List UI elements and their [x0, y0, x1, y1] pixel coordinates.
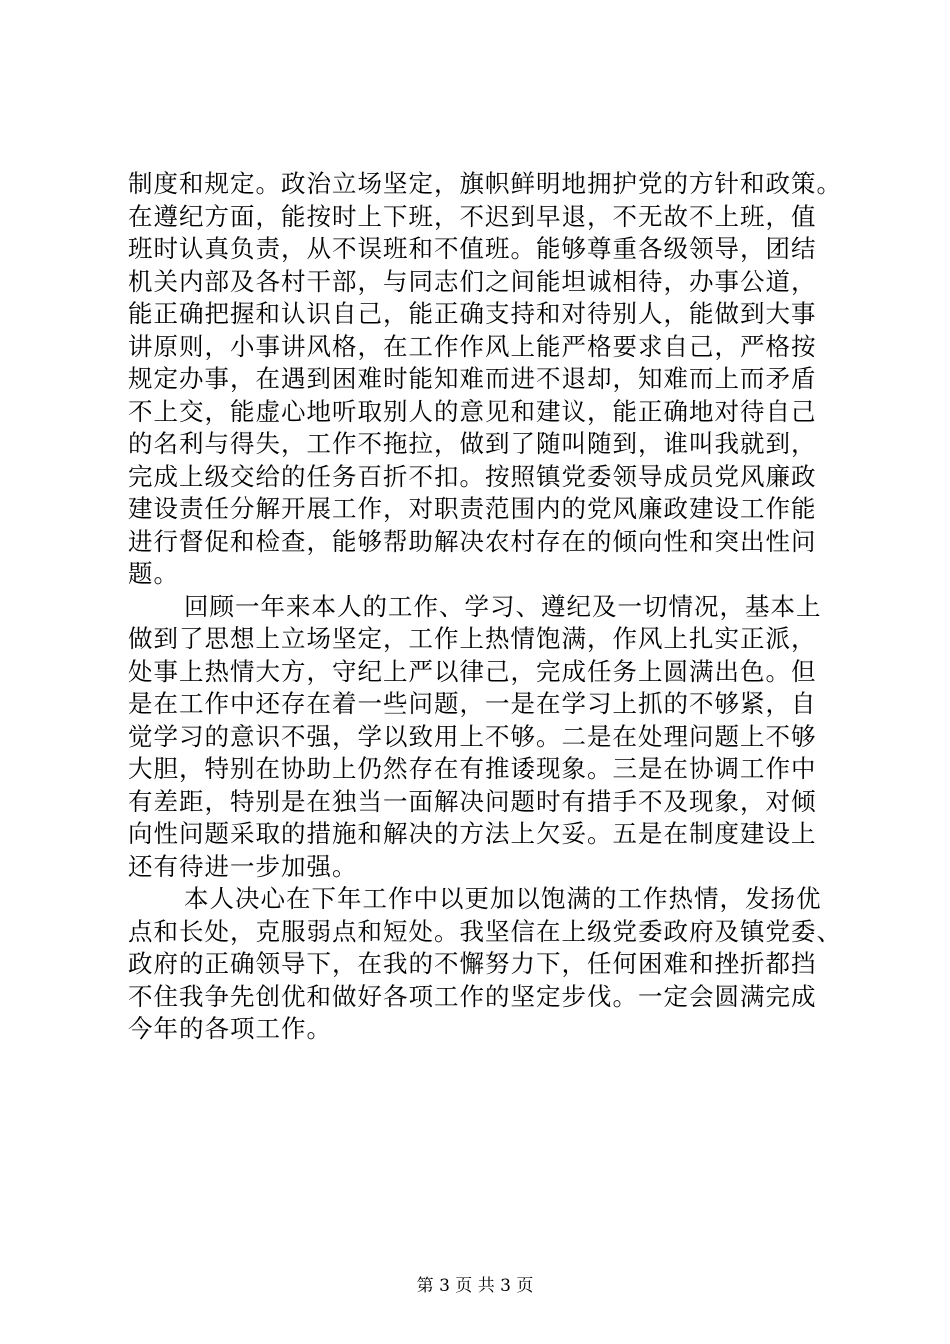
text-line: 觉学习的意识不强，学以致用上不够。二是在处理问题上不够 — [128, 721, 817, 751]
document-body — [128, 168, 842, 1046]
text-line: 的名利与得失，工作不拖拉，做到了随叫随到，谁叫我就到， — [128, 429, 817, 458]
text-line: 处事上热情大方，守纪上严以律己，完成任务上圆满出色。但 — [128, 656, 817, 686]
text-line: 点和长处，克服弱点和短处。我坚信在上级党委政府及镇党委、 — [128, 916, 842, 946]
page-footer: 第 3 页 共 3 页 — [416, 1276, 534, 1296]
text-line: 进行督促和检查，能够帮助解决农村存在的倾向性和突出性问 — [128, 526, 817, 556]
text-line: 向性问题采取的措施和解决的方法上欠妥。五是在制度建设上 — [128, 819, 817, 848]
text-line: 本人决心在下年工作中以更加以饱满的工作热情，发扬优 — [184, 884, 822, 913]
text-line: 政府的正确领导下，在我的不懈努力下，任何困难和挫折都挡 — [128, 949, 817, 978]
text-line: 大胆，特别在协助上仍然存在有推诿现象。三是在协调工作中 — [128, 754, 817, 783]
text-line: 不住我争先创优和做好各项工作的坚定步伐。一定会圆满完成 — [128, 981, 817, 1011]
text-line: 机关内部及各村干部，与同志们之间能坦诚相待，办事公道， — [128, 266, 817, 296]
text-line: 回顾一年来本人的工作、学习、遵纪及一切情况，基本上 — [184, 591, 822, 621]
text-line: 规定办事，在遇到困难时能知难而进不退却，知难而上而矛盾 — [128, 364, 817, 393]
text-line: 能正确把握和认识自己，能正确支持和对待别人，能做到大事 — [128, 299, 817, 328]
text-line: 做到了思想上立场坚定，工作上热情饱满，作风上扎实正派， — [128, 624, 817, 653]
text-line: 班时认真负责，从不误班和不值班。能够尊重各级领导，团结 — [128, 234, 817, 263]
text-line: 题。 — [128, 559, 179, 588]
text-line: 制度和规定。政治立场坚定，旗帜鲜明地拥护党的方针和政策。 — [128, 169, 842, 198]
text-line: 有差距，特别是在独当一面解决问题时有措手不及现象，对倾 — [128, 786, 817, 816]
text-line: 完成上级交给的任务百折不扣。按照镇党委领导成员党风廉政 — [128, 461, 817, 491]
text-line: 还有待进一步加强。 — [128, 851, 358, 881]
text-line: 不上交，能虚心地听取别人的意见和建议，能正确地对待自己 — [128, 396, 817, 426]
text-line: 今年的各项工作。 — [128, 1014, 332, 1043]
text-line: 讲原则，小事讲风格，在工作作风上能严格要求自己，严格按 — [128, 331, 817, 361]
text-line: 建设责任分解开展工作，对职责范围内的党风廉政建设工作能 — [128, 494, 817, 523]
text-line: 是在工作中还存在着一些问题，一是在学习上抓的不够紧，自 — [128, 689, 817, 718]
text-line: 在遵纪方面，能按时上下班，不迟到早退，不无故不上班，值 — [128, 201, 817, 231]
